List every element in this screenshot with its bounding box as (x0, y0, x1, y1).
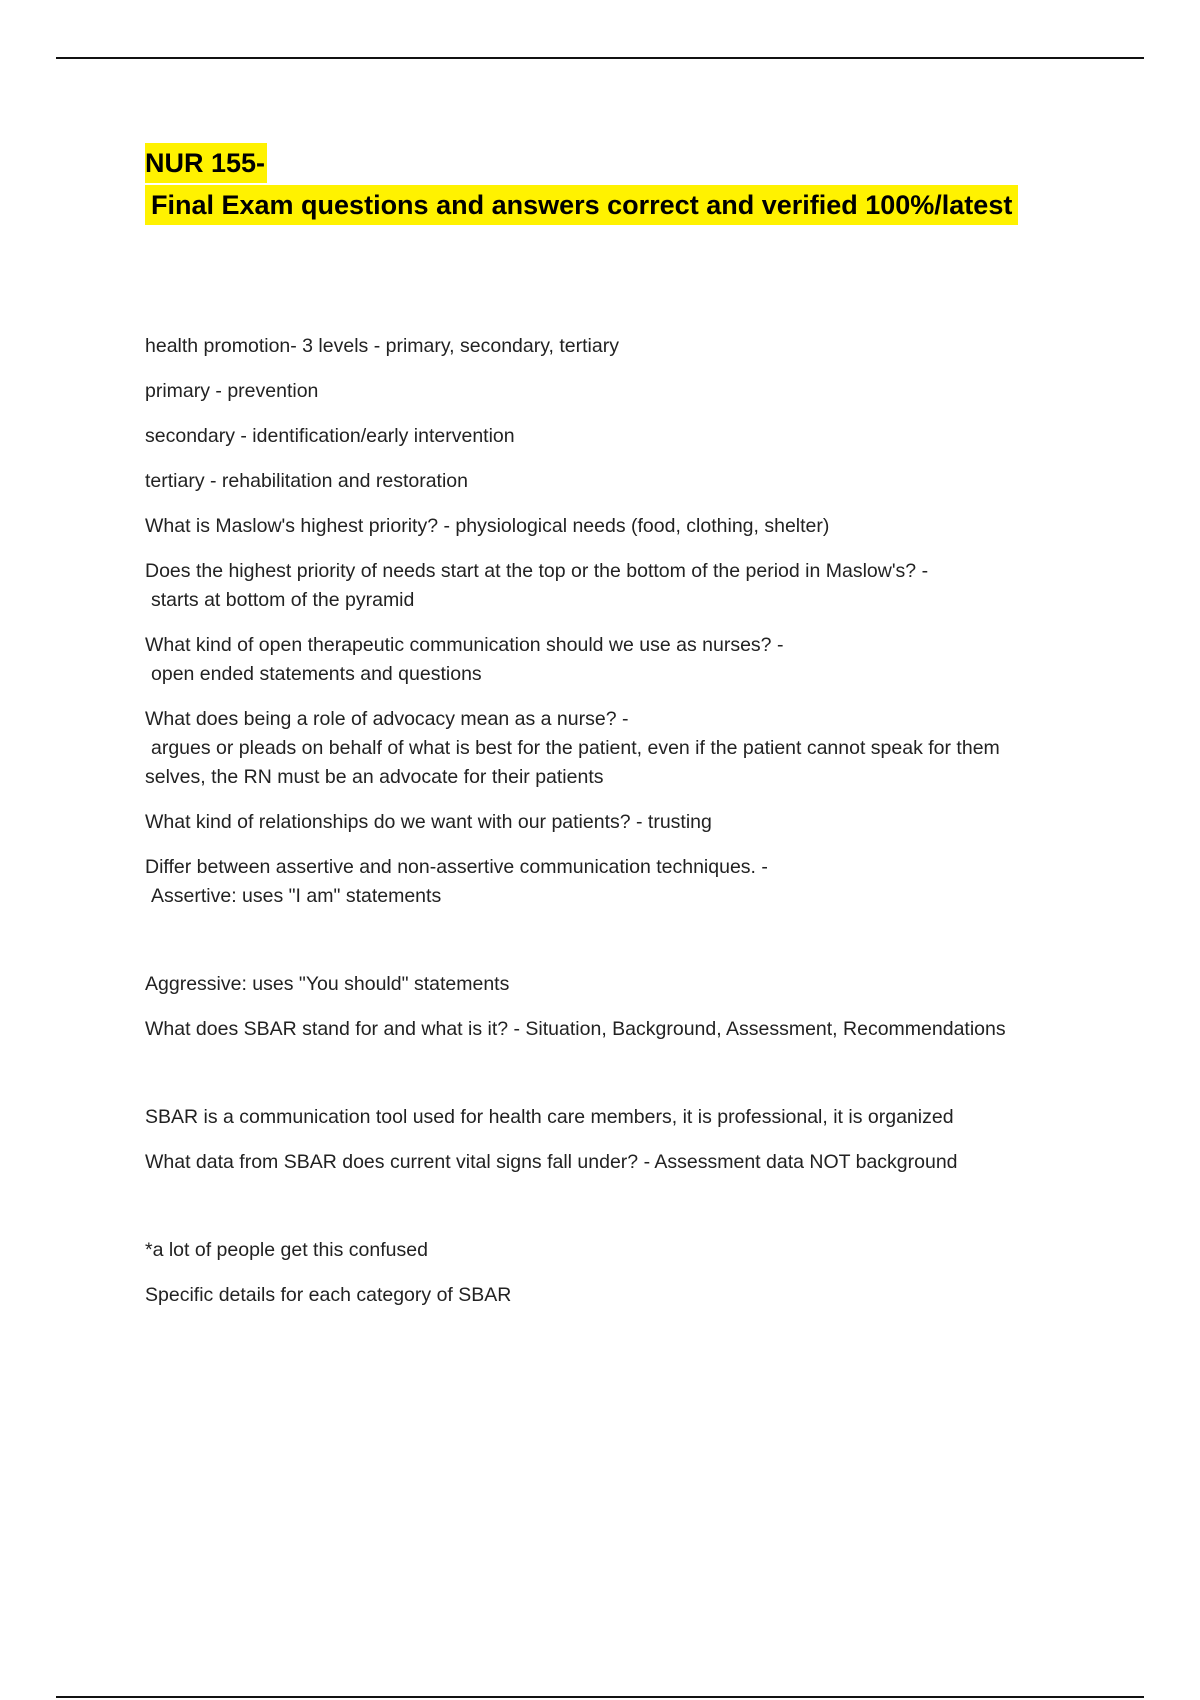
answer-text: open ended statements and questions (151, 663, 482, 685)
question-text: What does being a role of advocacy mean as a nurse? - (145, 708, 629, 730)
document-title (145, 143, 1018, 225)
answer-text: starts at bottom of the pyramid (151, 589, 415, 611)
list-item: What data from SBAR does current vital signs fall under? - Assessment data NOT background (145, 1151, 958, 1173)
question-text: Differ between assertive and non-assertive communication techniques. - (145, 856, 768, 878)
list-item: Aggressive: uses "You should" statements (145, 973, 510, 995)
title-line-1: NUR 155- (145, 143, 267, 183)
title-line-2: Final Exam questions and answers correct and verified 100%/latest (145, 185, 1018, 225)
list-item: health promotion- 3 levels - primary, secondary, tertiary (145, 335, 619, 357)
question-text: What kind of open therapeutic communication should we use as nurses? - (145, 634, 784, 656)
question-text: Does the highest priority of needs start at the top or the bottom of the period in Maslow's? - (145, 560, 929, 582)
list-item (145, 631, 1085, 689)
answer-text: argues or pleads on behalf of what is best for the patient, even if the patient cannot speak for them (151, 737, 1000, 759)
list-item: SBAR is a communication tool used for health care members, it is professional, it is organized (145, 1106, 954, 1128)
list-item: What does SBAR stand for and what is it? - Situation, Background, Assessment, Recommendations (145, 1018, 1006, 1040)
list-item: What kind of relationships do we want with our patients? - trusting (145, 811, 712, 833)
list-item: secondary - identification/early intervention (145, 425, 515, 447)
list-item (145, 853, 1085, 911)
top-rule (56, 57, 1144, 59)
list-item: *a lot of people get this confused (145, 1239, 428, 1261)
list-item: Specific details for each category of SBAR (145, 1284, 512, 1306)
answer-text-continued: selves, the RN must be an advocate for their patients (145, 766, 604, 788)
list-item (145, 705, 1085, 792)
list-item: What is Maslow's highest priority? - physiological needs (food, clothing, shelter) (145, 515, 830, 537)
answer-text: Assertive: uses "I am" statements (151, 885, 442, 907)
bottom-rule (56, 1696, 1144, 1698)
document-body (145, 332, 1085, 1310)
list-item (145, 557, 1085, 615)
list-item: primary - prevention (145, 380, 319, 402)
list-item: tertiary - rehabilitation and restoration (145, 470, 468, 492)
